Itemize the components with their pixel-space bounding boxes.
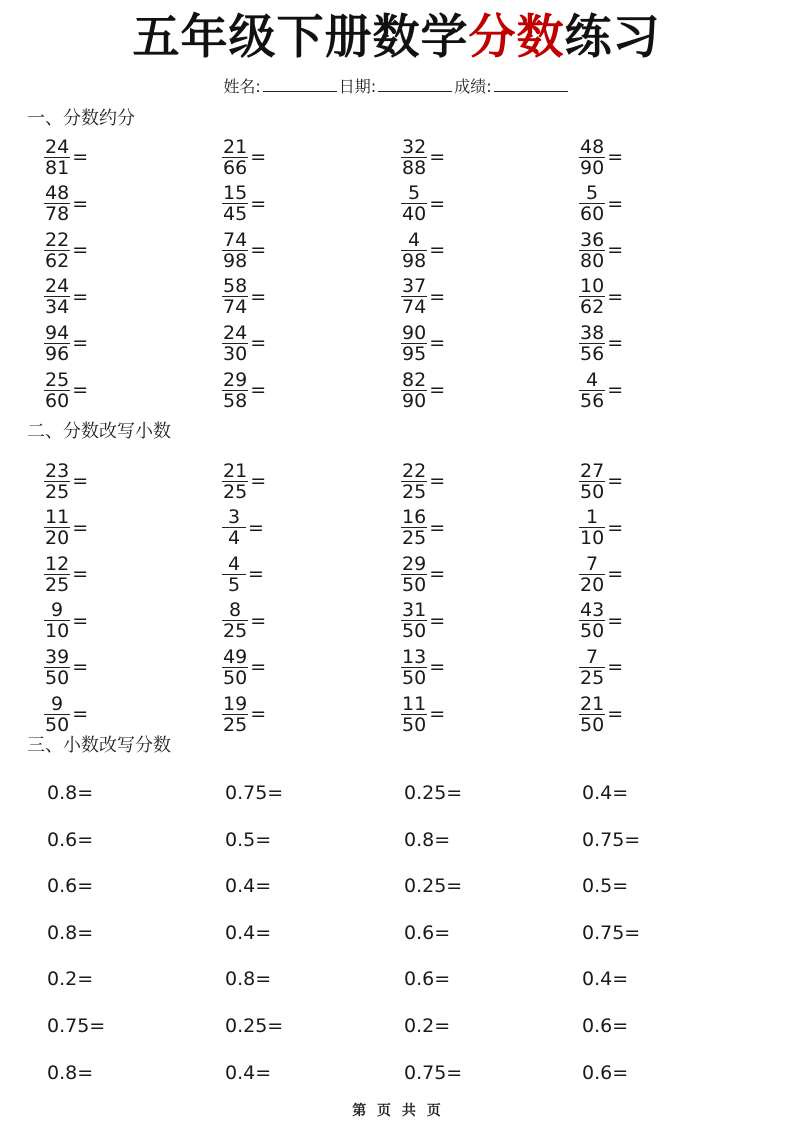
fraction — [401, 323, 427, 364]
fraction — [579, 507, 605, 548]
denominator: 58 — [223, 389, 248, 412]
section-1-title: 一、分数约分 — [27, 108, 135, 129]
denominator: 34 — [45, 296, 70, 319]
student-info-line — [0, 76, 793, 98]
fraction — [222, 276, 248, 317]
fraction-problem — [579, 691, 623, 737]
fraction-problem — [401, 134, 445, 180]
numerator: 7 — [586, 552, 599, 575]
fraction-problem — [222, 505, 264, 551]
fraction-problem — [222, 134, 266, 180]
fraction-problem — [222, 458, 266, 504]
fraction-problem — [579, 644, 623, 690]
denominator: 74 — [223, 296, 248, 319]
denominator: 80 — [580, 249, 605, 272]
equals-sign: = — [72, 703, 89, 725]
decimal-problem: 0.4= — [225, 875, 272, 898]
equals-sign: = — [429, 470, 446, 492]
denominator: 40 — [402, 203, 427, 226]
decimal-problem: 0.6= — [47, 828, 94, 851]
fraction-problem — [579, 134, 623, 180]
denominator: 56 — [580, 389, 605, 412]
section-2-title: 二、分数改写小数 — [27, 421, 171, 442]
equals-sign: = — [250, 332, 267, 355]
fraction — [44, 137, 70, 178]
score-label: 成绩: — [454, 77, 492, 96]
fraction-problem — [579, 367, 623, 413]
numerator: 49 — [223, 645, 248, 668]
fraction-problem — [44, 598, 88, 644]
fraction-problem — [44, 181, 88, 227]
decimal-problem: 0.2= — [47, 968, 94, 991]
numerator: 31 — [402, 599, 427, 622]
decimal-problem: 0.8= — [47, 1061, 94, 1084]
fraction-problem — [579, 505, 623, 551]
date-label: 日期: — [338, 77, 377, 96]
decimal-problem: 0.6= — [47, 875, 94, 898]
denominator: 50 — [402, 666, 427, 689]
denominator: 81 — [45, 156, 70, 179]
fraction-problem — [44, 505, 88, 551]
fraction — [44, 507, 70, 548]
numerator: 21 — [223, 459, 248, 482]
fraction — [44, 647, 70, 688]
fraction-problem — [222, 551, 264, 597]
fraction-problem — [401, 274, 445, 320]
fraction — [44, 600, 70, 641]
denominator: 50 — [45, 666, 70, 689]
denominator: 4 — [227, 527, 241, 550]
numerator: 19 — [223, 692, 248, 715]
denominator: 50 — [580, 713, 605, 736]
equals-sign: = — [429, 192, 446, 215]
numerator: 22 — [45, 228, 70, 251]
decimal-problem: 0.4= — [225, 921, 272, 944]
equals-sign: = — [72, 285, 89, 308]
equals-sign: = — [607, 703, 624, 725]
equals-sign: = — [429, 146, 446, 168]
fraction-problem — [222, 181, 266, 227]
fraction-problem — [44, 458, 88, 504]
fraction-problem — [401, 367, 445, 413]
fraction — [401, 647, 427, 688]
equals-sign: = — [429, 563, 446, 586]
decimal-problem: 0.6= — [404, 968, 451, 991]
fraction-problem — [222, 691, 266, 737]
fraction — [579, 276, 605, 317]
numerator: 12 — [45, 552, 70, 575]
denominator: 25 — [223, 620, 248, 643]
fraction — [579, 647, 605, 688]
fraction — [401, 370, 427, 411]
fraction — [401, 600, 427, 641]
denominator: 62 — [45, 249, 70, 272]
decimal-problem: 0.25= — [404, 782, 463, 804]
equals-sign: = — [607, 332, 624, 355]
fraction — [222, 230, 248, 271]
denominator: 56 — [580, 342, 605, 365]
equals-sign: = — [72, 192, 89, 215]
denominator: 95 — [402, 342, 427, 365]
equals-sign: = — [250, 239, 267, 262]
fraction-problem — [401, 458, 445, 504]
fraction-problem — [401, 551, 445, 597]
fraction-problem — [44, 551, 88, 597]
denominator: 30 — [223, 342, 248, 365]
denominator: 20 — [45, 527, 70, 550]
equals-sign: = — [607, 656, 624, 679]
fraction — [222, 370, 248, 411]
numerator: 74 — [223, 228, 248, 251]
equals-sign: = — [72, 470, 89, 492]
numerator: 9 — [51, 599, 64, 622]
name-label: 姓名: — [223, 77, 261, 96]
numerator: 37 — [402, 275, 427, 298]
numerator: 90 — [402, 321, 427, 344]
denominator: 50 — [402, 713, 427, 736]
fraction-problem — [401, 598, 445, 644]
equals-sign: = — [607, 379, 624, 401]
equals-sign: = — [607, 516, 624, 539]
numerator: 9 — [51, 692, 64, 715]
fraction — [579, 694, 605, 735]
fraction — [222, 183, 248, 224]
numerator: 5 — [408, 182, 421, 205]
numerator: 39 — [45, 645, 70, 668]
denominator: 25 — [580, 666, 605, 689]
numerator: 32 — [402, 135, 427, 158]
denominator: 50 — [402, 573, 427, 596]
equals-sign: = — [72, 379, 89, 401]
fraction-problem — [401, 181, 445, 227]
decimal-problem: 0.25= — [225, 1015, 284, 1037]
numerator: 4 — [408, 228, 421, 251]
numerator: 25 — [45, 368, 70, 391]
numerator: 11 — [45, 506, 70, 529]
decimal-problem: 0.4= — [582, 968, 629, 991]
fraction-problem — [44, 367, 88, 413]
denominator: 10 — [45, 620, 70, 643]
fraction — [579, 554, 605, 595]
denominator: 78 — [45, 203, 70, 226]
denominator: 20 — [580, 573, 605, 596]
equals-sign: = — [72, 563, 89, 586]
numerator: 13 — [402, 645, 427, 668]
equals-sign: = — [607, 470, 624, 492]
name-blank[interactable] — [263, 77, 337, 92]
equals-sign: = — [72, 146, 89, 168]
decimal-problem: 0.8= — [225, 968, 272, 991]
numerator: 48 — [45, 182, 70, 205]
fraction — [44, 230, 70, 271]
numerator: 29 — [223, 368, 248, 391]
denominator: 25 — [45, 573, 70, 596]
decimal-problem: 0.75= — [225, 782, 284, 804]
fraction — [222, 137, 248, 178]
denominator: 98 — [223, 249, 248, 272]
equals-sign: = — [250, 285, 267, 308]
denominator: 25 — [402, 480, 427, 503]
denominator: 50 — [223, 666, 248, 689]
numerator: 27 — [580, 459, 605, 482]
fraction — [222, 694, 248, 735]
fraction-problem — [579, 551, 623, 597]
equals-sign: = — [250, 379, 267, 401]
decimal-problem: 0.6= — [404, 921, 451, 944]
denominator: 88 — [402, 156, 427, 179]
fraction-problem — [222, 274, 266, 320]
fraction — [44, 554, 70, 595]
fraction — [44, 323, 70, 364]
fraction-problem — [44, 644, 88, 690]
numerator: 58 — [223, 275, 248, 298]
equals-sign: = — [72, 239, 89, 262]
section-3-title: 三、小数改写分数 — [27, 735, 171, 756]
denominator: 10 — [580, 527, 605, 550]
denominator: 50 — [580, 480, 605, 503]
numerator: 1 — [586, 506, 599, 529]
fraction-problem — [401, 691, 445, 737]
numerator: 94 — [45, 321, 70, 344]
equals-sign: = — [250, 609, 267, 632]
fraction — [222, 461, 248, 502]
score-blank[interactable] — [494, 77, 568, 92]
numerator: 3 — [227, 506, 241, 529]
denominator: 62 — [580, 296, 605, 319]
denominator: 50 — [402, 620, 427, 643]
equals-sign: = — [429, 703, 446, 725]
fraction-problem — [579, 458, 623, 504]
decimal-problem: 0.2= — [404, 1015, 451, 1037]
fraction — [401, 276, 427, 317]
decimal-problem: 0.4= — [225, 1061, 272, 1084]
numerator: 5 — [586, 182, 599, 205]
decimal-problem: 0.5= — [225, 828, 272, 851]
numerator: 10 — [580, 275, 605, 298]
decimal-problem: 0.5= — [582, 875, 629, 898]
denominator: 60 — [45, 389, 70, 412]
numerator: 48 — [580, 135, 605, 158]
equals-sign: = — [248, 563, 264, 586]
fraction — [222, 600, 248, 641]
denominator: 25 — [223, 713, 248, 736]
numerator: 24 — [45, 135, 70, 158]
decimal-problem: 0.75= — [582, 828, 641, 851]
equals-sign: = — [607, 609, 624, 632]
fraction-problem — [44, 227, 88, 273]
numerator: 4 — [227, 552, 241, 575]
decimal-problem: 0.75= — [404, 1061, 463, 1084]
fraction-problem — [401, 320, 445, 366]
fraction — [222, 647, 248, 688]
fraction-problem — [222, 320, 266, 366]
equals-sign: = — [607, 146, 624, 168]
numerator: 4 — [586, 368, 599, 391]
equals-sign: = — [72, 609, 89, 632]
fraction-problem — [44, 691, 88, 737]
equals-sign: = — [72, 332, 89, 355]
decimal-problem: 0.4= — [582, 782, 629, 804]
denominator: 66 — [223, 156, 248, 179]
numerator: 38 — [580, 321, 605, 344]
fraction-problem — [222, 367, 266, 413]
fraction — [44, 694, 70, 735]
fraction — [401, 461, 427, 502]
equals-sign: = — [429, 516, 446, 539]
equals-sign: = — [72, 516, 89, 539]
fraction-problem — [222, 227, 266, 273]
fraction — [222, 507, 246, 548]
denominator: 25 — [402, 527, 427, 550]
equals-sign: = — [250, 703, 267, 725]
denominator: 90 — [580, 156, 605, 179]
equals-sign: = — [429, 285, 446, 308]
fraction — [44, 461, 70, 502]
denominator: 45 — [223, 203, 248, 226]
fraction-problem — [579, 598, 623, 644]
fraction — [44, 370, 70, 411]
numerator: 29 — [402, 552, 427, 575]
equals-sign: = — [429, 609, 446, 632]
numerator: 22 — [402, 459, 427, 482]
denominator: 60 — [580, 203, 605, 226]
numerator: 16 — [402, 506, 427, 529]
fraction — [401, 137, 427, 178]
numerator: 82 — [402, 368, 427, 391]
fraction-problem — [44, 134, 88, 180]
equals-sign: = — [72, 656, 89, 679]
numerator: 15 — [223, 182, 248, 205]
equals-sign: = — [248, 516, 264, 539]
denominator: 98 — [402, 249, 427, 272]
decimal-problem: 0.8= — [47, 921, 94, 944]
title-highlight: 分数 — [468, 10, 565, 65]
title-part2: 练习 — [564, 10, 661, 65]
equals-sign: = — [607, 192, 624, 215]
equals-sign: = — [250, 656, 267, 679]
fraction — [401, 230, 427, 271]
numerator: 23 — [45, 459, 70, 482]
equals-sign: = — [429, 656, 446, 679]
fraction — [579, 183, 605, 224]
denominator: 50 — [45, 713, 70, 736]
title-part1: 五年级下册数学 — [132, 10, 469, 65]
numerator: 21 — [223, 135, 248, 158]
date-blank[interactable] — [378, 77, 452, 92]
fraction-problem — [401, 227, 445, 273]
numerator: 21 — [580, 692, 605, 715]
equals-sign: = — [250, 192, 267, 215]
decimal-problem: 0.75= — [582, 921, 641, 944]
equals-sign: = — [607, 285, 624, 308]
fraction — [579, 323, 605, 364]
fraction — [579, 230, 605, 271]
denominator: 25 — [223, 480, 248, 503]
fraction-problem — [401, 644, 445, 690]
fraction-problem — [579, 274, 623, 320]
fraction-problem — [579, 227, 623, 273]
equals-sign: = — [429, 332, 446, 355]
equals-sign: = — [607, 563, 624, 586]
numerator: 43 — [580, 599, 605, 622]
fraction-problem — [401, 505, 445, 551]
fraction — [579, 370, 605, 411]
fraction — [222, 323, 248, 364]
numerator: 24 — [223, 321, 248, 344]
denominator: 90 — [402, 389, 427, 412]
page-title — [0, 6, 793, 70]
fraction-problem — [44, 274, 88, 320]
denominator: 96 — [45, 342, 70, 365]
page-footer: 第 页 共 页 — [352, 1103, 441, 1119]
decimal-problem: 0.6= — [582, 1061, 629, 1084]
numerator: 11 — [402, 692, 427, 715]
fraction — [401, 694, 427, 735]
equals-sign: = — [429, 379, 446, 401]
equals-sign: = — [429, 239, 446, 262]
decimal-problem: 0.25= — [404, 875, 463, 898]
fraction — [401, 507, 427, 548]
numerator: 36 — [580, 228, 605, 251]
numerator: 7 — [586, 645, 599, 668]
fraction-problem — [579, 181, 623, 227]
numerator: 8 — [229, 599, 242, 622]
denominator: 25 — [45, 480, 70, 503]
equals-sign: = — [250, 470, 267, 492]
decimal-problem: 0.8= — [404, 828, 451, 851]
equals-sign: = — [250, 146, 267, 168]
decimal-problem: 0.8= — [47, 782, 94, 804]
fraction — [44, 183, 70, 224]
numerator: 24 — [45, 275, 70, 298]
fraction — [222, 554, 246, 595]
decimal-problem: 0.6= — [582, 1015, 629, 1037]
denominator: 5 — [227, 573, 241, 596]
fraction-problem — [222, 598, 266, 644]
fraction — [401, 554, 427, 595]
fraction — [579, 137, 605, 178]
denominator: 74 — [402, 296, 427, 319]
fraction-problem — [222, 644, 266, 690]
fraction-problem — [579, 320, 623, 366]
fraction — [579, 461, 605, 502]
fraction — [579, 600, 605, 641]
equals-sign: = — [607, 239, 624, 262]
decimal-problem: 0.75= — [47, 1015, 106, 1037]
fraction-problem — [44, 320, 88, 366]
denominator: 50 — [580, 620, 605, 643]
fraction — [401, 183, 427, 224]
fraction — [44, 276, 70, 317]
